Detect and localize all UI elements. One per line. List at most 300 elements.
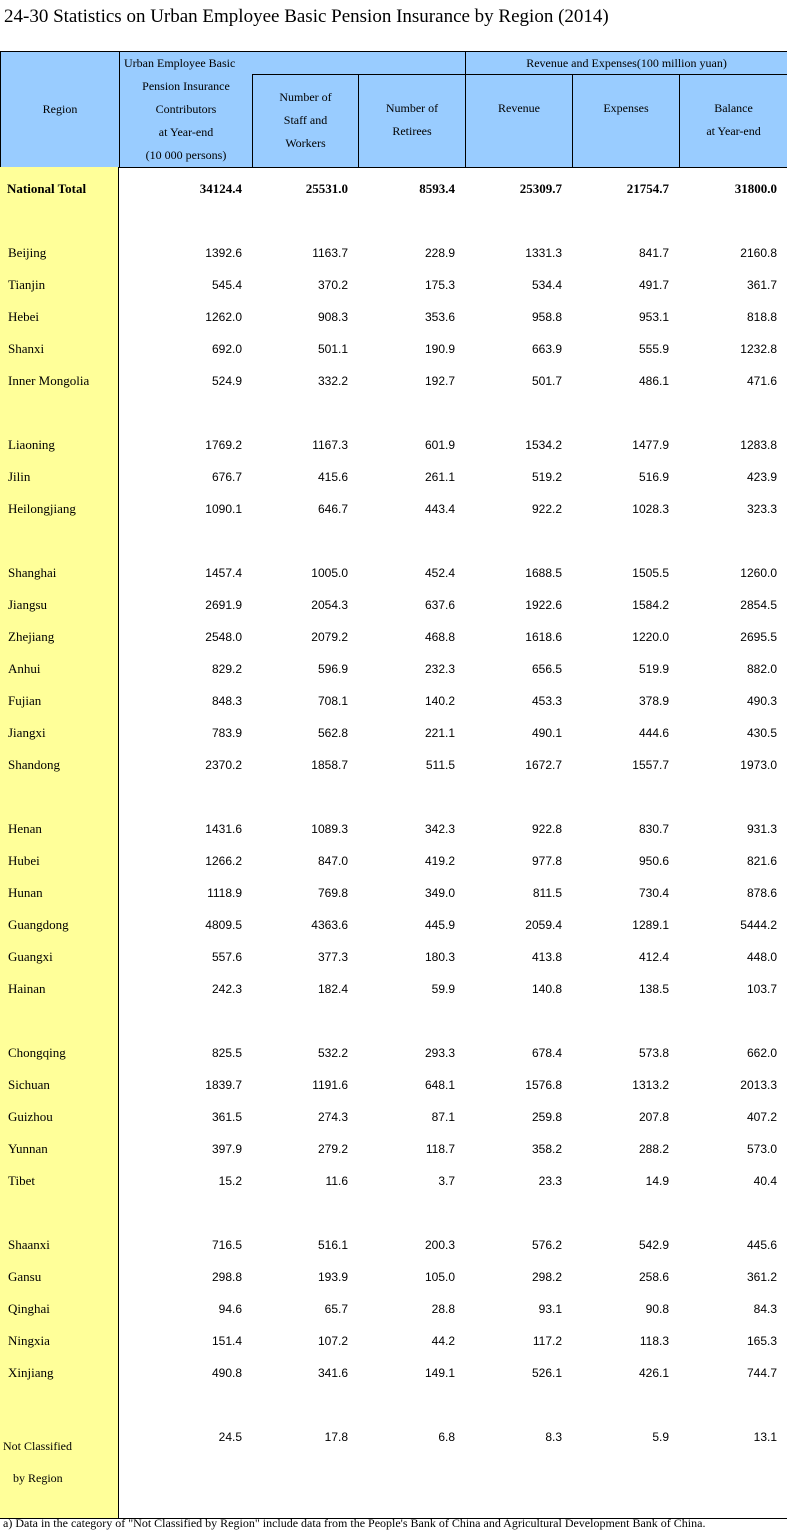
region-cell: Jiangsu (8, 597, 47, 612)
table-row (0, 973, 787, 1005)
spacer-cell (465, 1389, 572, 1421)
value-cell: 378.9 (638, 694, 669, 708)
table-row (0, 653, 787, 685)
spacer-row (0, 1389, 787, 1421)
value-cell: 1457.4 (205, 566, 242, 580)
value-cell: 678.4 (531, 1046, 562, 1060)
value-cell: 6.8 (438, 1430, 455, 1444)
value-cell: 288.2 (638, 1142, 669, 1156)
table-row (0, 1293, 787, 1325)
value-cell: 490.3 (746, 694, 777, 708)
spacer-cell (679, 397, 787, 429)
value-cell: 107.2 (317, 1334, 348, 1348)
value-cell: 576.2 (531, 1238, 562, 1252)
value-cell: 532.2 (317, 1046, 348, 1060)
value-cell: 637.6 (424, 598, 455, 612)
value-cell: 1118.9 (207, 886, 242, 900)
total-row (0, 173, 787, 205)
value-cell: 430.5 (746, 726, 777, 740)
value-cell: 573.8 (638, 1046, 669, 1060)
spacer-cell (252, 397, 358, 429)
value-cell: 13.1 (753, 1430, 777, 1444)
value-cell: 190.9 (424, 342, 455, 356)
value-cell: 663.9 (531, 342, 562, 356)
table-row (0, 717, 787, 749)
data-table (0, 173, 787, 1453)
spacer-cell (679, 781, 787, 813)
value-cell: 601.9 (424, 438, 455, 452)
value-cell: 293.3 (424, 1046, 455, 1060)
header-staff-workers (253, 75, 359, 168)
value-cell: 821.6 (746, 854, 777, 868)
not-classified-row (0, 1421, 787, 1453)
spacer-row (0, 397, 787, 429)
header-group-contributors: Urban Employee Basic (120, 52, 466, 75)
spacer-cell (358, 1005, 465, 1037)
value-cell: 1266.2 (205, 854, 242, 868)
value-cell: 744.7 (746, 1366, 777, 1380)
not-classified-line: Not Classified (3, 1439, 72, 1453)
region-cell: Guangdong (8, 917, 69, 932)
value-cell: 573.0 (746, 1142, 777, 1156)
value-cell: 2160.8 (740, 246, 777, 260)
value-cell: 692.0 (211, 342, 242, 356)
spacer-cell (679, 205, 787, 237)
value-cell: 882.0 (746, 662, 777, 676)
value-cell: 1688.5 (525, 566, 562, 580)
value-cell: 232.3 (424, 662, 455, 676)
value-cell: 950.6 (638, 854, 669, 868)
region-cell: Shandong (8, 757, 60, 772)
header-contributors-line: at Year-end (158, 124, 214, 139)
value-cell: 17.8 (324, 1430, 348, 1444)
table-row (0, 333, 787, 365)
value-cell: 878.6 (746, 886, 777, 900)
table-row (0, 1325, 787, 1357)
value-cell: 279.2 (317, 1142, 348, 1156)
value-cell: 3.7 (438, 1174, 455, 1188)
header-contributors-line: Contributors (155, 101, 217, 116)
value-cell: 977.8 (531, 854, 562, 868)
value-cell: 1028.3 (632, 502, 669, 516)
value-cell: 545.4 (211, 278, 242, 292)
spacer-cell (119, 397, 252, 429)
region-cell: Liaoning (8, 437, 55, 452)
value-cell: 140.8 (531, 982, 562, 996)
value-cell: 228.9 (424, 246, 455, 260)
value-cell: 1505.5 (632, 566, 669, 580)
value-cell: 1477.9 (632, 438, 669, 452)
spacer-cell (0, 397, 119, 429)
value-cell: 370.2 (317, 278, 348, 292)
value-cell: 1289.1 (632, 918, 669, 932)
region-cell: Gansu (8, 1269, 42, 1284)
value-cell: 11.6 (325, 1174, 348, 1188)
spacer-row (0, 781, 787, 813)
value-cell: 341.6 (317, 1366, 348, 1380)
value-cell: 193.9 (317, 1270, 348, 1284)
value-cell: 5444.2 (740, 918, 777, 932)
value-cell: 23.3 (538, 1174, 562, 1188)
table-row (0, 1069, 787, 1101)
value-cell: 1232.8 (740, 342, 777, 356)
footnote: a) Data in the category of "Not Classified by Region" include data from the People's Bank of China and Agricultural Development Bank of China. (3, 1516, 706, 1530)
value-cell: 2695.5 (740, 630, 777, 644)
table-row (0, 1229, 787, 1261)
value-cell: 2079.2 (311, 630, 348, 644)
table-row (0, 557, 787, 589)
header-staff-line: Number of (279, 90, 332, 105)
value-cell: 1283.8 (740, 438, 777, 452)
value-cell: 1618.6 (525, 630, 562, 644)
value-cell: 25309.7 (519, 181, 562, 196)
spacer-cell (465, 397, 572, 429)
value-cell: 2548.0 (205, 630, 242, 644)
value-cell: 443.4 (424, 502, 455, 516)
value-cell: 958.8 (531, 310, 562, 324)
spacer-cell (465, 1005, 572, 1037)
value-cell: 491.7 (638, 278, 669, 292)
table-row (0, 1101, 787, 1133)
spacer-cell (358, 205, 465, 237)
spacer-cell (465, 525, 572, 557)
value-cell: 2013.3 (740, 1078, 777, 1092)
value-cell: 1191.6 (312, 1078, 348, 1092)
table-row (0, 813, 787, 845)
value-cell: 829.2 (211, 662, 242, 676)
value-cell: 922.8 (531, 822, 562, 836)
table-row (0, 461, 787, 493)
region-cell: Hebei (8, 309, 40, 324)
region-cell: Heilongjiang (8, 501, 76, 516)
region-cell: National Total (7, 181, 87, 196)
value-cell: 93.1 (538, 1302, 562, 1316)
region-cell: Guizhou (8, 1109, 53, 1124)
value-cell: 397.9 (211, 1142, 242, 1156)
value-cell: 361.7 (746, 278, 777, 292)
header-retirees-line: Retirees (392, 124, 432, 138)
region-cell: Fujian (8, 693, 42, 708)
header-balance-line: at Year-end (706, 124, 761, 138)
value-cell: 453.3 (531, 694, 562, 708)
spacer-row (0, 1197, 787, 1229)
region-cell: Tianjin (8, 277, 46, 292)
value-cell: 825.5 (211, 1046, 242, 1060)
value-cell: 34124.4 (199, 181, 242, 196)
region-cell: Yunnan (8, 1141, 48, 1156)
table-row (0, 909, 787, 941)
spacer-cell (358, 397, 465, 429)
region-cell: Sichuan (8, 1077, 50, 1092)
value-cell: 192.7 (424, 374, 455, 388)
value-cell: 1167.3 (312, 438, 348, 452)
value-cell: 1769.2 (205, 438, 242, 452)
value-cell: 423.9 (746, 470, 777, 484)
header-group-revenue-expenses: Revenue and Expenses(100 million yuan) (466, 52, 787, 75)
value-cell: 323.3 (746, 502, 777, 516)
region-cell: Hainan (8, 981, 46, 996)
value-cell: 361.5 (211, 1110, 242, 1124)
value-cell: 519.2 (531, 470, 562, 484)
value-cell: 1576.8 (525, 1078, 562, 1092)
value-cell: 646.7 (317, 502, 348, 516)
value-cell: 648.1 (424, 1078, 455, 1092)
value-cell: 2054.3 (311, 598, 348, 612)
value-cell: 662.0 (746, 1046, 777, 1060)
value-cell: 40.4 (753, 1174, 777, 1188)
value-cell: 5.9 (652, 1430, 669, 1444)
value-cell: 1090.1 (205, 502, 242, 516)
region-cell: Tibet (8, 1173, 35, 1188)
table-row (0, 429, 787, 461)
value-cell: 1163.7 (312, 246, 348, 260)
value-cell: 8.3 (545, 1430, 562, 1444)
value-cell: 28.8 (431, 1302, 455, 1316)
spacer-cell (119, 1389, 252, 1421)
value-cell: 221.1 (424, 726, 455, 740)
value-cell: 4809.5 (205, 918, 242, 932)
region-cell: Hubei (8, 853, 40, 868)
value-cell: 274.3 (317, 1110, 348, 1124)
header-contributors-line: (10 000 persons) (145, 147, 227, 162)
value-cell: 501.7 (531, 374, 562, 388)
value-cell: 830.7 (638, 822, 669, 836)
not-classified-line: by Region (13, 1471, 63, 1485)
value-cell: 1973.0 (740, 758, 777, 772)
value-cell: 4363.6 (311, 918, 348, 932)
value-cell: 361.2 (746, 1270, 777, 1284)
region-cell: Shanxi (8, 341, 45, 356)
region-cell: Beijing (8, 245, 47, 260)
value-cell: 31800.0 (734, 181, 777, 196)
table-row (0, 877, 787, 909)
table-row (0, 365, 787, 397)
value-cell: 426.1 (638, 1366, 669, 1380)
not-classified-label (3, 1430, 72, 1494)
header-retirees-line: Number of (385, 101, 439, 115)
value-cell: 542.9 (638, 1238, 669, 1252)
value-cell: 501.1 (317, 342, 348, 356)
table-row (0, 1133, 787, 1165)
header-contributors-line: Pension Insurance (142, 78, 230, 93)
value-cell: 2691.9 (205, 598, 242, 612)
spacer-cell (572, 1389, 679, 1421)
value-cell: 524.9 (211, 374, 242, 388)
table-row (0, 1037, 787, 1069)
region-cell: Anhui (8, 661, 41, 676)
region-cell: Qinghai (8, 1301, 50, 1316)
value-cell: 149.1 (424, 1366, 455, 1380)
value-cell: 407.2 (746, 1110, 777, 1124)
region-cell: Guangxi (8, 949, 53, 964)
region-cell: Ningxia (8, 1333, 50, 1348)
value-cell: 14.9 (645, 1174, 669, 1188)
value-cell: 2059.4 (525, 918, 562, 932)
value-cell: 908.3 (317, 310, 348, 324)
spacer-cell (0, 1005, 119, 1037)
value-cell: 242.3 (211, 982, 242, 996)
value-cell: 848.3 (211, 694, 242, 708)
value-cell: 490.1 (531, 726, 562, 740)
value-cell: 175.3 (424, 278, 455, 292)
spacer-cell (252, 1389, 358, 1421)
value-cell: 716.5 (211, 1238, 242, 1252)
value-cell: 358.2 (531, 1142, 562, 1156)
value-cell: 21754.7 (626, 181, 669, 196)
spacer-cell (679, 1005, 787, 1037)
region-cell: Jilin (8, 469, 31, 484)
value-cell: 596.9 (317, 662, 348, 676)
value-cell: 118.7 (425, 1142, 455, 1156)
value-cell: 486.1 (638, 374, 669, 388)
value-cell: 353.6 (424, 310, 455, 324)
spacer-cell (358, 525, 465, 557)
region-cell: Chongqing (8, 1045, 66, 1060)
value-cell: 557.6 (211, 950, 242, 964)
value-cell: 811.5 (532, 886, 562, 900)
value-cell: 118.3 (639, 1334, 669, 1348)
value-cell: 258.6 (638, 1270, 669, 1284)
table-row (0, 941, 787, 973)
value-cell: 59.9 (431, 982, 455, 996)
spacer-cell (252, 1005, 358, 1037)
region-cell: Henan (8, 821, 42, 836)
spacer-cell (0, 781, 119, 813)
table-row (0, 1261, 787, 1293)
value-cell: 1858.7 (311, 758, 348, 772)
value-cell: 1089.3 (311, 822, 348, 836)
value-cell: 555.9 (638, 342, 669, 356)
spacer-cell (252, 205, 358, 237)
spacer-cell (119, 1197, 252, 1229)
value-cell: 468.8 (424, 630, 455, 644)
value-cell: 1005.0 (311, 566, 348, 580)
spacer-cell (465, 205, 572, 237)
value-cell: 44.2 (431, 1334, 455, 1348)
value-cell: 342.3 (424, 822, 455, 836)
value-cell: 490.8 (211, 1366, 242, 1380)
value-cell: 953.1 (638, 310, 669, 324)
value-cell: 841.7 (638, 246, 669, 260)
spacer-cell (572, 205, 679, 237)
value-cell: 182.4 (317, 982, 348, 996)
value-cell: 1392.6 (205, 246, 242, 260)
region-cell: Shaanxi (8, 1237, 50, 1252)
table-header (0, 51, 787, 167)
value-cell: 448.0 (746, 950, 777, 964)
value-cell: 151.4 (211, 1334, 242, 1348)
value-cell: 415.6 (317, 470, 348, 484)
value-cell: 931.3 (746, 822, 777, 836)
header-staff-line: Staff and (283, 113, 328, 128)
header-balance-line: Balance (714, 101, 753, 115)
value-cell: 105.0 (424, 1270, 455, 1284)
value-cell: 1220.0 (632, 630, 669, 644)
spacer-cell (119, 205, 252, 237)
region-cell: Inner Mongolia (8, 373, 90, 388)
value-cell: 84.3 (753, 1302, 777, 1316)
value-cell: 65.7 (324, 1302, 348, 1316)
value-cell: 1922.6 (525, 598, 562, 612)
region-cell: Hunan (8, 885, 43, 900)
header-revenue: Revenue (466, 75, 573, 168)
value-cell: 165.3 (746, 1334, 777, 1348)
value-cell: 708.1 (317, 694, 348, 708)
value-cell: 25531.0 (305, 181, 348, 196)
header-staff-line: Workers (285, 136, 326, 151)
value-cell: 200.3 (424, 1238, 455, 1252)
value-cell: 656.5 (531, 662, 562, 676)
spacer-cell (572, 525, 679, 557)
value-cell: 140.2 (424, 694, 455, 708)
value-cell: 377.3 (317, 950, 348, 964)
value-cell: 1262.0 (205, 310, 242, 324)
spacer-cell (572, 781, 679, 813)
value-cell: 526.1 (531, 1366, 562, 1380)
value-cell: 516.9 (638, 470, 669, 484)
value-cell: 519.9 (638, 662, 669, 676)
spacer-cell (679, 525, 787, 557)
header-balance (680, 75, 787, 168)
value-cell: 261.1 (424, 470, 455, 484)
spacer-cell (572, 1005, 679, 1037)
table-row (0, 1357, 787, 1389)
value-cell: 471.6 (746, 374, 777, 388)
spacer-cell (679, 1197, 787, 1229)
value-cell: 24.5 (218, 1430, 242, 1444)
value-cell: 180.3 (424, 950, 455, 964)
spacer-cell (119, 781, 252, 813)
table-row (0, 493, 787, 525)
spacer-cell (252, 1197, 358, 1229)
value-cell: 332.2 (317, 374, 348, 388)
value-cell: 1331.3 (525, 246, 562, 260)
value-cell: 207.8 (638, 1110, 669, 1124)
header-contributors (120, 75, 253, 168)
value-cell: 15.2 (218, 1174, 242, 1188)
spacer-cell (465, 1197, 572, 1229)
value-cell: 452.4 (424, 566, 455, 580)
value-cell: 1260.0 (740, 566, 777, 580)
value-cell: 138.5 (638, 982, 669, 996)
page-title: 24-30 Statistics on Urban Employee Basic Pension Insurance by Region (2014) (4, 6, 609, 27)
value-cell: 730.4 (638, 886, 669, 900)
spacer-cell (0, 205, 119, 237)
value-cell: 534.4 (531, 278, 562, 292)
value-cell: 117.2 (532, 1334, 562, 1348)
value-cell: 562.8 (317, 726, 348, 740)
spacer-cell (679, 1389, 787, 1421)
value-cell: 511.5 (425, 758, 455, 772)
table-row (0, 589, 787, 621)
spacer-cell (252, 781, 358, 813)
value-cell: 298.2 (531, 1270, 562, 1284)
value-cell: 1313.2 (632, 1078, 669, 1092)
spacer-cell (0, 1197, 119, 1229)
data-table-body (0, 173, 787, 1453)
value-cell: 103.7 (746, 982, 777, 996)
value-cell: 922.2 (531, 502, 562, 516)
table-row (0, 269, 787, 301)
value-cell: 445.6 (746, 1238, 777, 1252)
table-row (0, 621, 787, 653)
value-cell: 298.8 (211, 1270, 242, 1284)
region-cell: Shanghai (8, 565, 57, 580)
value-cell: 94.6 (218, 1302, 242, 1316)
value-cell: 413.8 (531, 950, 562, 964)
spacer-row (0, 1005, 787, 1037)
header-retirees (359, 75, 466, 168)
